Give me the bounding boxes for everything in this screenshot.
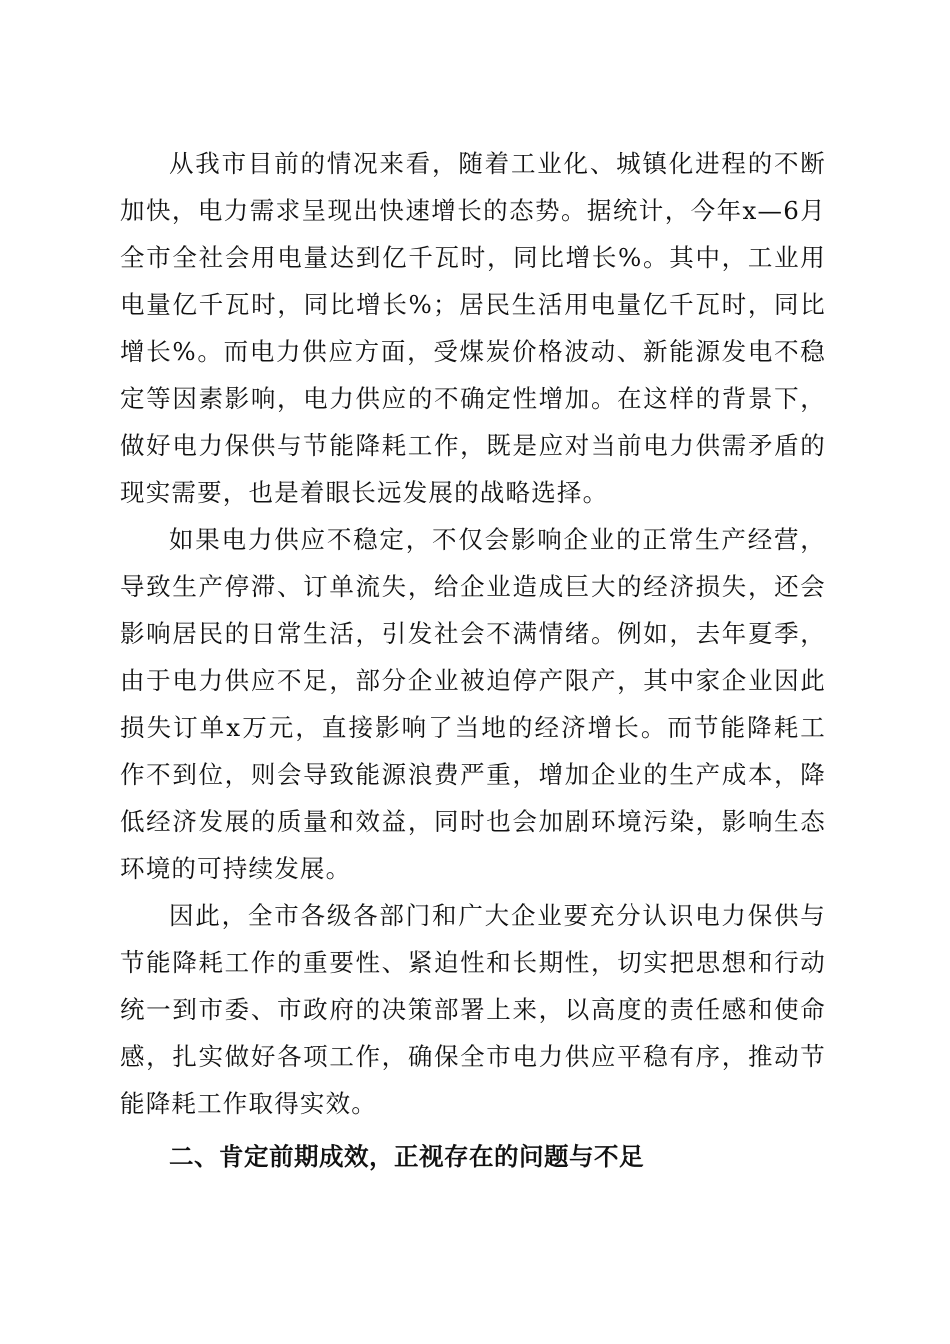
document-body <box>120 140 826 1180</box>
paragraph-2: 如果电力供应不稳定，不仅会影响企业的正常生产经营，导致生产停滞、订单流失，给企业造成巨大的经济损失，还会影响居民的日常生活，引发社会不满情绪。例如，去年夏季，由于电力供应不足，部分企业被迫停产限产，其中家企业因此损失订单x万元，直接影响了当地的经济增长。而节能降耗工作不到位，则会导致能源浪费严重，增加企业的生产成本，降低经济发展的质量和效益，同时也会加剧环境污染，影响生态环境的可持续发展。 <box>120 525 826 883</box>
paragraph-3: 因此，全市各级各部门和广大企业要充分认识电力保供与节能降耗工作的重要性、紧迫性和长期性，切实把思想和行动统一到市委、市政府的决策部署上来，以高度的责任感和使命感，扎实做好各项工作，确保全市电力供应平稳有序，推动节能降耗工作取得实效。 <box>120 901 826 1118</box>
section-heading: 二、肯定前期成效，正视存在的问题与不足 <box>169 1142 644 1171</box>
paragraph-1: 从我市目前的情况来看，随着工业化、城镇化进程的不断加快，电力需求呈现出快速增长的态势。据统计，今年x—6月全市全社会用电量达到亿千瓦时，同比增长%。其中，工业用电量亿千瓦时，同比增长%；居民生活用电量亿千瓦时，同比增长%。而电力供应方面，受煤炭价格波动、新能源发电不稳定等因素影响，电力供应的不确定性增加。在这样的背景下，做好电力保供与节能降耗工作，既是应对当前电力供需矛盾的现实需要，也是着眼长远发展的战略选择。 <box>120 149 826 507</box>
